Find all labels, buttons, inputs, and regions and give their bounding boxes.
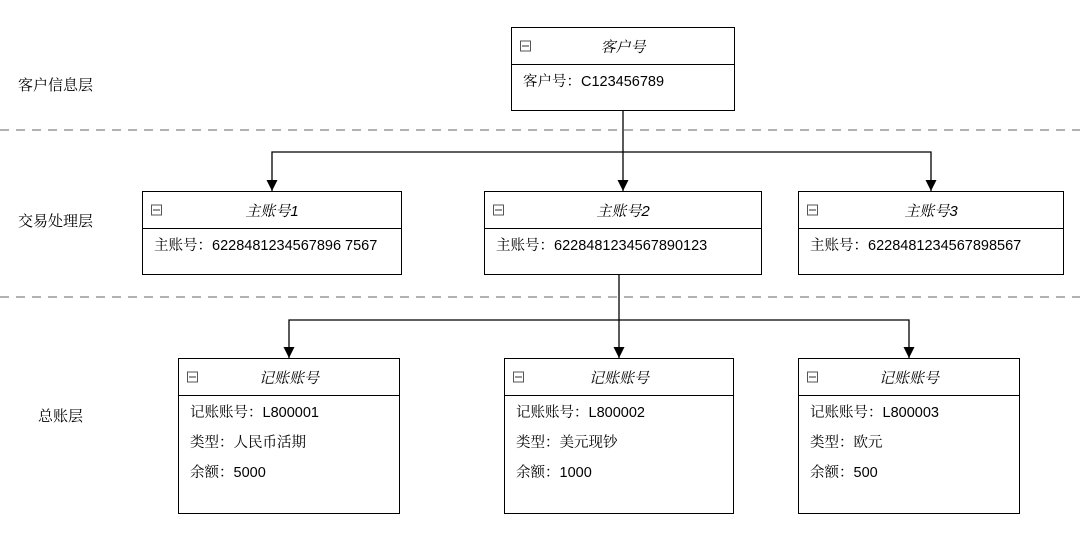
node-customer-row-0: 客户号：C123456789 bbox=[523, 74, 665, 90]
node-main-account-3[interactable] bbox=[798, 191, 1064, 275]
node-ledger-3-row-0: 记账账号：L800003 bbox=[810, 405, 939, 421]
node-ledger-2-row-0: 记账账号：L800002 bbox=[516, 405, 645, 421]
node-ledger-2-title: 记账账号 bbox=[588, 369, 649, 387]
edge-main2-to-ledger3 bbox=[619, 320, 909, 358]
collapse-minus-icon[interactable] bbox=[513, 372, 524, 383]
arrowhead-ledger3 bbox=[904, 347, 915, 358]
node-main-account-3-title: 主账号3 bbox=[904, 202, 958, 220]
node-main-account-3-body bbox=[799, 229, 1063, 264]
node-ledger-1-header bbox=[179, 359, 399, 396]
collapse-minus-icon[interactable] bbox=[151, 205, 162, 216]
node-main-account-2-title: 主账号2 bbox=[596, 202, 650, 220]
node-ledger-1-title: 记账账号 bbox=[258, 369, 319, 387]
node-main-account-1-title: 主账号1 bbox=[245, 202, 299, 220]
node-main-account-1-body bbox=[143, 229, 401, 264]
edge-main2-to-ledger1 bbox=[289, 320, 619, 358]
node-main-account-2[interactable] bbox=[484, 191, 762, 275]
node-ledger-2-header bbox=[505, 359, 733, 396]
node-ledger-3-header bbox=[799, 359, 1019, 396]
arrowhead-main2 bbox=[618, 180, 629, 191]
edge-customer-to-main1 bbox=[272, 152, 623, 191]
node-main-account-2-row-0: 主账号：6228481234567890123 bbox=[496, 238, 708, 254]
node-customer-title: 客户号 bbox=[600, 38, 646, 56]
collapse-minus-icon[interactable] bbox=[807, 205, 818, 216]
arrowhead-main1 bbox=[267, 180, 278, 191]
node-main-account-3-header bbox=[799, 192, 1063, 229]
node-ledger-1-row-0: 记账账号：L800001 bbox=[190, 405, 319, 421]
node-main-account-3-row-0: 主账号：6228481234567898567 bbox=[810, 238, 1022, 254]
node-main-account-1[interactable] bbox=[142, 191, 402, 275]
node-ledger-1[interactable] bbox=[178, 358, 400, 514]
node-main-account-1-row-0: 主账号：6228481234567896 7567 bbox=[154, 238, 378, 254]
arrowhead-ledger1 bbox=[284, 347, 295, 358]
node-main-account-2-body bbox=[485, 229, 761, 264]
node-ledger-1-row-2: 余额：5000 bbox=[190, 465, 266, 481]
node-main-account-2-header bbox=[485, 192, 761, 229]
node-ledger-1-body bbox=[179, 396, 399, 491]
node-ledger-3-row-1: 类型：欧元 bbox=[810, 435, 883, 451]
arrowhead-ledger2 bbox=[614, 347, 625, 358]
node-ledger-3-row-2: 余额：500 bbox=[810, 465, 878, 481]
edge-customer-to-main3 bbox=[623, 152, 931, 191]
node-ledger-3-title: 记账账号 bbox=[878, 369, 939, 387]
node-customer-header bbox=[512, 28, 734, 65]
collapse-minus-icon[interactable] bbox=[187, 372, 198, 383]
swimlane-label-customer: 客户信息层 bbox=[18, 77, 94, 94]
node-ledger-2-row-2: 余额：1000 bbox=[516, 465, 592, 481]
collapse-minus-icon[interactable] bbox=[807, 372, 818, 383]
node-ledger-2-row-1: 类型：美元现钞 bbox=[516, 435, 618, 451]
node-ledger-1-row-1: 类型：人民币活期 bbox=[190, 435, 306, 451]
node-customer[interactable] bbox=[511, 27, 735, 111]
node-customer-body bbox=[512, 65, 734, 100]
swimlane-label-ledger: 总账层 bbox=[38, 408, 84, 425]
collapse-minus-icon[interactable] bbox=[493, 205, 504, 216]
node-ledger-2[interactable] bbox=[504, 358, 734, 514]
node-main-account-1-header bbox=[143, 192, 401, 229]
collapse-minus-icon[interactable] bbox=[520, 41, 531, 52]
arrowhead-main3 bbox=[926, 180, 937, 191]
swimlane-label-transaction: 交易处理层 bbox=[18, 213, 94, 230]
node-ledger-3[interactable] bbox=[798, 358, 1020, 514]
node-ledger-2-body bbox=[505, 396, 733, 491]
node-ledger-3-body bbox=[799, 396, 1019, 491]
